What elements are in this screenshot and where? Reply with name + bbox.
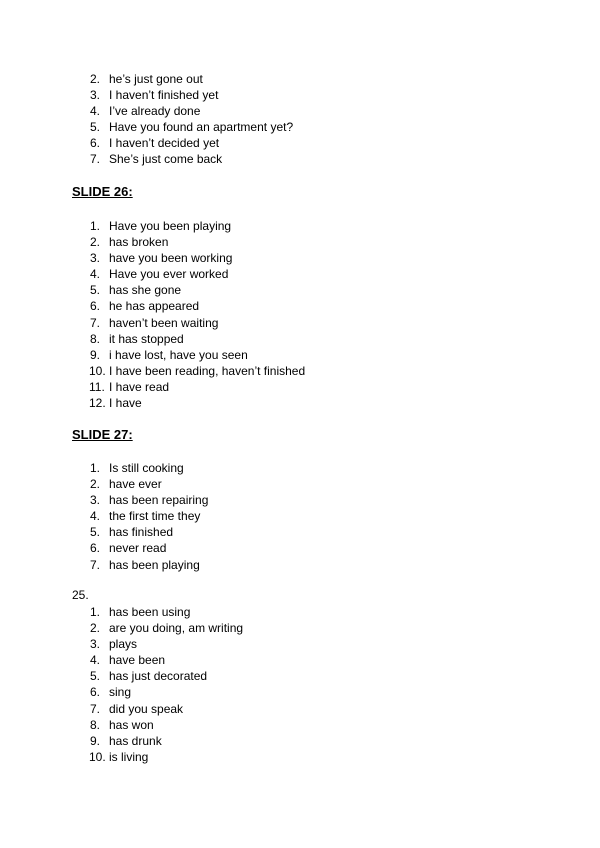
list-item-number: 2. [90, 235, 101, 250]
list-item [0, 250, 600, 266]
list-item [0, 604, 600, 620]
section-25-label: 25. [72, 588, 89, 602]
list-item-text: plays [109, 637, 138, 652]
list-item [0, 733, 600, 749]
list-item [0, 135, 600, 151]
list-item [0, 363, 600, 379]
answer-list-continued [0, 71, 600, 168]
list-item-number: 10. [89, 749, 106, 764]
list-item [0, 103, 600, 119]
slide-26-answer-list [0, 218, 600, 411]
slide-27-heading: SLIDE 27: [72, 427, 133, 442]
list-item-text: did you speak [109, 701, 184, 716]
list-item-number: 2. [90, 477, 101, 492]
list-item-number: 8. [90, 331, 101, 346]
list-item-text: have ever [109, 477, 162, 492]
list-item [0, 492, 600, 508]
list-item [0, 620, 600, 636]
section-25-answer-list [0, 604, 600, 765]
list-item-text: it has stopped [109, 331, 184, 346]
list-item-number: 5. [90, 525, 101, 540]
slide-26-heading: SLIDE 26: [72, 184, 133, 199]
list-item-text: I have been reading, haven’t finished [109, 363, 306, 378]
list-item-text: I haven’t finished yet [109, 88, 219, 103]
list-item [0, 668, 600, 684]
list-item [0, 636, 600, 652]
list-item [0, 87, 600, 103]
list-item-number: 3. [90, 251, 101, 266]
list-item-text: She’s just come back [109, 152, 223, 167]
list-item [0, 331, 600, 347]
list-item [0, 508, 600, 524]
list-item-text: he’s just gone out [109, 72, 203, 86]
list-item-text: never read [109, 541, 167, 556]
list-item-text: have been [109, 653, 166, 668]
list-item-number: 11. [89, 379, 105, 394]
list-item-number: 9. [90, 347, 101, 362]
list-item-number: 6. [90, 299, 101, 314]
list-item [0, 218, 600, 234]
list-item-text: has finished [109, 525, 174, 540]
list-item-number: 2. [90, 621, 101, 636]
list-item-number: 9. [90, 733, 101, 748]
list-item-text: has drunk [109, 733, 162, 748]
list-item [0, 315, 600, 331]
list-item-text: has won [109, 717, 154, 732]
list-item-number: 1. [90, 219, 101, 233]
list-item-text: has broken [109, 235, 169, 250]
list-item-number: 3. [90, 493, 101, 508]
list-item-text: haven’t been waiting [109, 315, 219, 330]
list-item-text: Have you been playing [109, 219, 232, 233]
list-item-number: 4. [90, 509, 101, 524]
list-item [0, 282, 600, 298]
list-item-text: I’ve already done [109, 104, 201, 119]
list-item-number: 5. [90, 283, 101, 298]
slide-27-answer-list [0, 460, 600, 573]
list-item-text: has been playing [109, 557, 200, 572]
list-item-text: has just decorated [109, 669, 208, 684]
list-item [0, 717, 600, 733]
list-item [0, 460, 600, 476]
list-item-text: he has appeared [109, 299, 200, 314]
list-item-number: 6. [90, 136, 101, 151]
list-item [0, 684, 600, 700]
list-item [0, 379, 600, 395]
list-item-number: 7. [90, 152, 101, 167]
list-item-text: is living [109, 749, 149, 764]
list-item-number: 4. [90, 104, 101, 119]
list-item-number: 10. [89, 363, 106, 378]
list-item-text: I have [109, 396, 142, 411]
list-item [0, 298, 600, 314]
list-item [0, 266, 600, 282]
list-item-number: 7. [90, 701, 101, 716]
list-item [0, 119, 600, 135]
list-item-number: 6. [90, 541, 101, 556]
list-item-number: 4. [90, 653, 101, 668]
list-item-text: sing [109, 685, 132, 700]
list-item [0, 71, 600, 87]
list-item-text: are you doing, am writing [109, 621, 244, 636]
list-item [0, 557, 600, 573]
list-item-text: I have read [109, 379, 170, 394]
list-item [0, 701, 600, 717]
list-item [0, 749, 600, 765]
list-item [0, 395, 600, 411]
list-item [0, 234, 600, 250]
list-item-text: has been using [109, 605, 191, 619]
list-item-number: 7. [90, 315, 101, 330]
list-item-number: 4. [90, 267, 101, 282]
list-item [0, 540, 600, 556]
list-item-text: have you been working [109, 251, 233, 266]
list-item [0, 347, 600, 363]
list-item-number: 1. [90, 605, 101, 619]
list-item [0, 652, 600, 668]
list-item-number: 5. [90, 669, 101, 684]
list-item-number: 8. [90, 717, 101, 732]
list-item-text: the first time they [109, 509, 201, 524]
list-item-text: has been repairing [109, 493, 209, 508]
list-item-number: 7. [90, 557, 101, 572]
list-item-number: 3. [90, 88, 101, 103]
list-item-text: Have you found an apartment yet? [109, 120, 294, 135]
list-item-text: Have you ever worked [109, 267, 229, 282]
list-item [0, 476, 600, 492]
list-item-number: 1. [90, 461, 101, 475]
list-item-number: 6. [90, 685, 101, 700]
list-item-number: 2. [90, 72, 101, 86]
list-item-text: Is still cooking [109, 461, 184, 475]
list-item-number: 3. [90, 637, 101, 652]
list-item-text: I haven’t decided yet [109, 136, 220, 151]
list-item [0, 524, 600, 540]
list-item-text: i have lost, have you seen [109, 347, 248, 362]
list-item [0, 151, 600, 167]
list-item-number: 5. [90, 120, 101, 135]
list-item-text: has she gone [109, 283, 182, 298]
list-item-number: 12. [89, 396, 106, 411]
